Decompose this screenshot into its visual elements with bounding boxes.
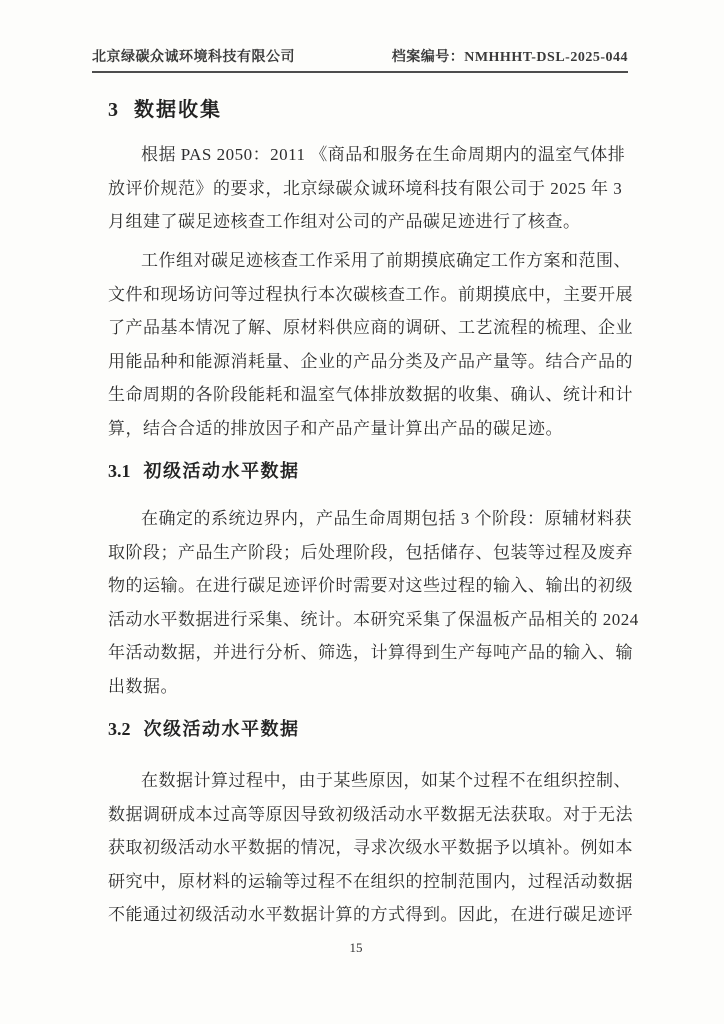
section-number: 3 bbox=[108, 99, 118, 121]
paragraph-line: 活动水平数据进行采集、统计。本研究采集了保温板产品相关的 2024 bbox=[108, 609, 639, 629]
paragraph-line: 数据调研成本过高等原因导致初级活动水平数据无法获取。对于无法 bbox=[108, 804, 633, 824]
section-title: 初级活动水平数据 bbox=[143, 461, 300, 481]
paragraph-line: 了产品基本情况了解、原材料供应商的调研、工艺流程的梳理、企业 bbox=[108, 318, 633, 338]
paragraph-line: 出数据。 bbox=[108, 676, 178, 696]
paragraph bbox=[108, 138, 626, 239]
paragraph-line: 在确定的系统边界内，产品生命周期包括 3 个阶段：原辅材料获 bbox=[141, 509, 632, 528]
archive-number-value: NMHHHT-DSL-2025-044 bbox=[464, 50, 628, 65]
paragraph bbox=[108, 502, 639, 704]
section-heading bbox=[108, 96, 620, 124]
company-name: 北京绿碳众诚环境科技有限公司 bbox=[92, 50, 295, 65]
section-title: 次级活动水平数据 bbox=[143, 719, 300, 739]
paragraph-line: 放评价规范》的要求，北京绿碳众诚环境科技有限公司于 2025 年 3 bbox=[108, 178, 623, 198]
paragraph-line: 年活动数据，并进行分析、筛选，计算得到生产每吨产品的输入、输 bbox=[108, 643, 633, 663]
archive-number bbox=[392, 46, 628, 66]
paragraph-line: 不能通过初级活动水平数据计算的方式得到。因此，在进行碳足迹评 bbox=[108, 905, 633, 925]
page-number: 15 bbox=[349, 940, 363, 955]
section-number: 3.1 bbox=[108, 461, 131, 481]
paragraph-line: 获取初级活动水平数据的情况，寻求次级水平数据予以填补。例如本 bbox=[108, 838, 633, 858]
paragraph-line: 取阶段；产品生产阶段；后处理阶段，包括储存、包装等过程及废弃 bbox=[108, 542, 633, 562]
paragraph-line: 生命周期的各阶段能耗和温室气体排放数据的收集、确认、统计和计 bbox=[108, 385, 633, 405]
section-heading bbox=[108, 716, 620, 742]
section-number: 3.2 bbox=[108, 719, 131, 739]
paragraph-line: 工作组对碳足迹核查工作采用了前期摸底确定工作方案和范围、 bbox=[141, 251, 631, 270]
paragraph bbox=[108, 244, 633, 446]
page-footer bbox=[0, 940, 712, 956]
paragraph-line: 月组建了碳足迹核查工作组对公司的产品碳足迹进行了核查。 bbox=[108, 212, 581, 232]
archive-number-label: 档案编号： bbox=[391, 50, 465, 65]
paragraph bbox=[108, 764, 633, 932]
paragraph-line: 文件和现场访问等过程执行本次碳核查工作。前期摸底中，主要开展 bbox=[108, 284, 633, 304]
paragraph-line: 根据 PAS 2050：2011 《商品和服务在生命周期内的温室气体排 bbox=[141, 145, 626, 164]
paragraph-line: 在数据计算过程中，由于某些原因，如某个过程不在组织控制、 bbox=[141, 771, 631, 790]
paragraph-line: 物的运输。在进行碳足迹评价时需要对这些过程的输入、输出的初级 bbox=[108, 576, 633, 596]
paragraph-line: 用能品种和能源消耗量、企业的产品分类及产品产量等。结合产品的 bbox=[108, 351, 633, 371]
section-heading bbox=[108, 458, 620, 484]
paragraph-line: 研究中，原材料的运输等过程不在组织的控制范围内，过程活动数据 bbox=[108, 871, 633, 891]
paragraph-line: 算，结合合适的排放因子和产品产量计算出产品的碳足迹。 bbox=[108, 418, 563, 438]
section-title: 数据收集 bbox=[134, 99, 222, 121]
page-header bbox=[92, 46, 628, 73]
